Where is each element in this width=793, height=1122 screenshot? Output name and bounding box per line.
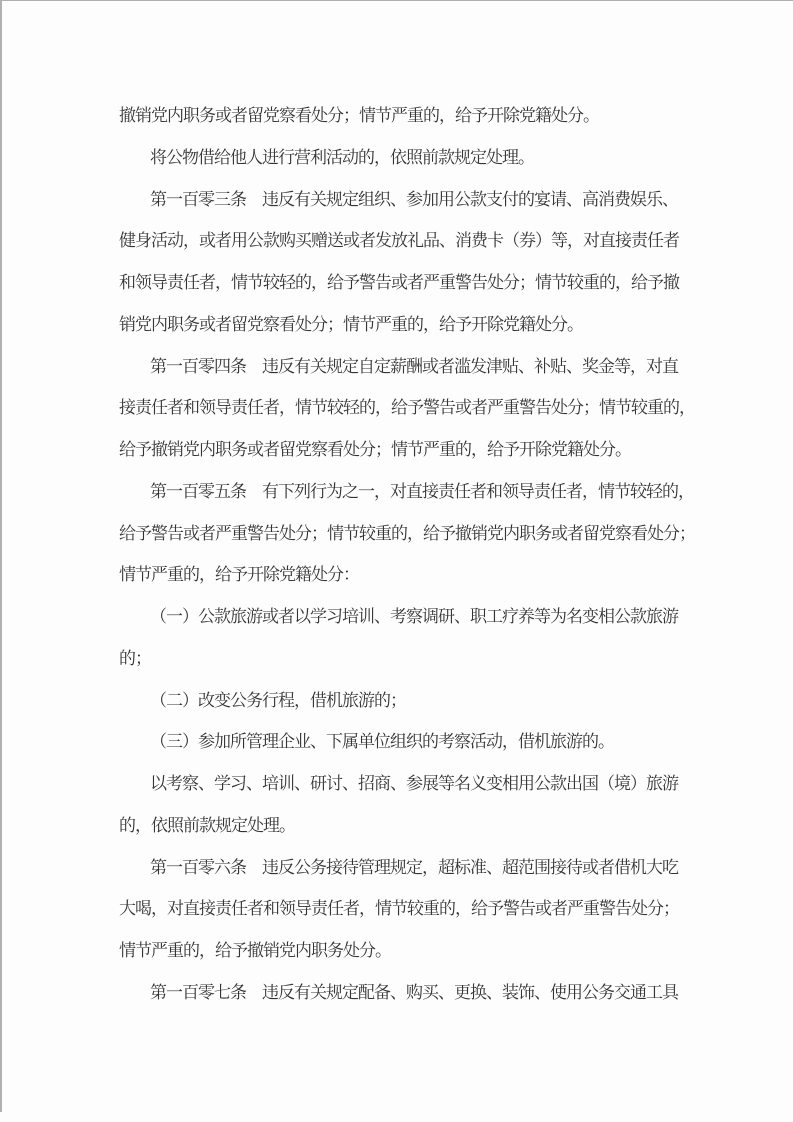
text-line: 情节严重的，给予撤销党内职务处分。 xyxy=(119,941,391,960)
text-line: 情节严重的，给予开除党籍处分： xyxy=(119,565,359,585)
text-line: （二）改变公务行程，借机旅游的； xyxy=(150,690,406,710)
text-line: 以考察、学习、培训、研讨、招商、参展等名义变相用公款出国（境）旅游 xyxy=(150,774,678,793)
text-line: 销党内职务或者留党察看处分；情节严重的，给予开除党籍处分。 xyxy=(119,314,583,334)
text-line: 将公物借给他人进行营利活动的，依照前款规定处理。 xyxy=(150,147,534,167)
text-line: 的，依照前款规定处理。 xyxy=(119,815,295,835)
text-line: 大喝，对直接责任者和领导责任者，情节较重的，给予警告或者严重警告处分； xyxy=(119,899,679,919)
text-line: 接责任者和领导责任者，情节较轻的，给予警告或者严重警告处分；情节较重的， xyxy=(119,398,695,418)
text-line: 给予撤销党内职务或者留党察看处分；情节严重的，给予开除党籍处分。 xyxy=(119,440,631,459)
text-line: 第一百零七条 违反有关规定配备、购买、更换、装饰、使用公务交通工具 xyxy=(150,982,678,1002)
text-line: （一）公款旅游或者以学习培训、考察调研、职工疗养等为名变相公款旅游 xyxy=(150,607,678,626)
text-line: 给予警告或者严重警告处分；情节较重的，给予撤销党内职务或者留党察看处分； xyxy=(119,523,695,543)
text-line: （三）参加所管理企业、下属单位组织的考察活动，借机旅游的。 xyxy=(150,732,614,752)
text-line: 第一百零六条 违反公务接待管理规定，超标准、超范围接待或者借机大吃 xyxy=(150,857,678,877)
text-line: 撤销党内职务或者留党察看处分；情节严重的，给予开除党籍处分。 xyxy=(119,106,599,125)
text-line: 第一百零三条 违反有关规定组织、参加用公款支付的宴请、高消费娱乐、 xyxy=(150,189,678,209)
text-line: 第一百零五条 有下列行为之一，对直接责任者和领导责任者，情节较轻的， xyxy=(150,481,694,501)
text-line: 的； xyxy=(119,648,151,668)
document-text-block xyxy=(119,95,719,1014)
text-line: 第一百零四条 违反有关规定自定薪酬或者滥发津贴、补贴、奖金等，对直 xyxy=(150,356,678,376)
text-line: 和领导责任者，情节较轻的，给予警告或者严重警告处分；情节较重的，给予撤 xyxy=(119,273,679,292)
page-left-edge-line xyxy=(0,0,2,1112)
page-top-edge-line xyxy=(0,0,793,1)
text-line: 健身活动，或者用公款购买赠送或者发放礼品、消费卡（券）等，对直接责任者 xyxy=(119,231,679,251)
